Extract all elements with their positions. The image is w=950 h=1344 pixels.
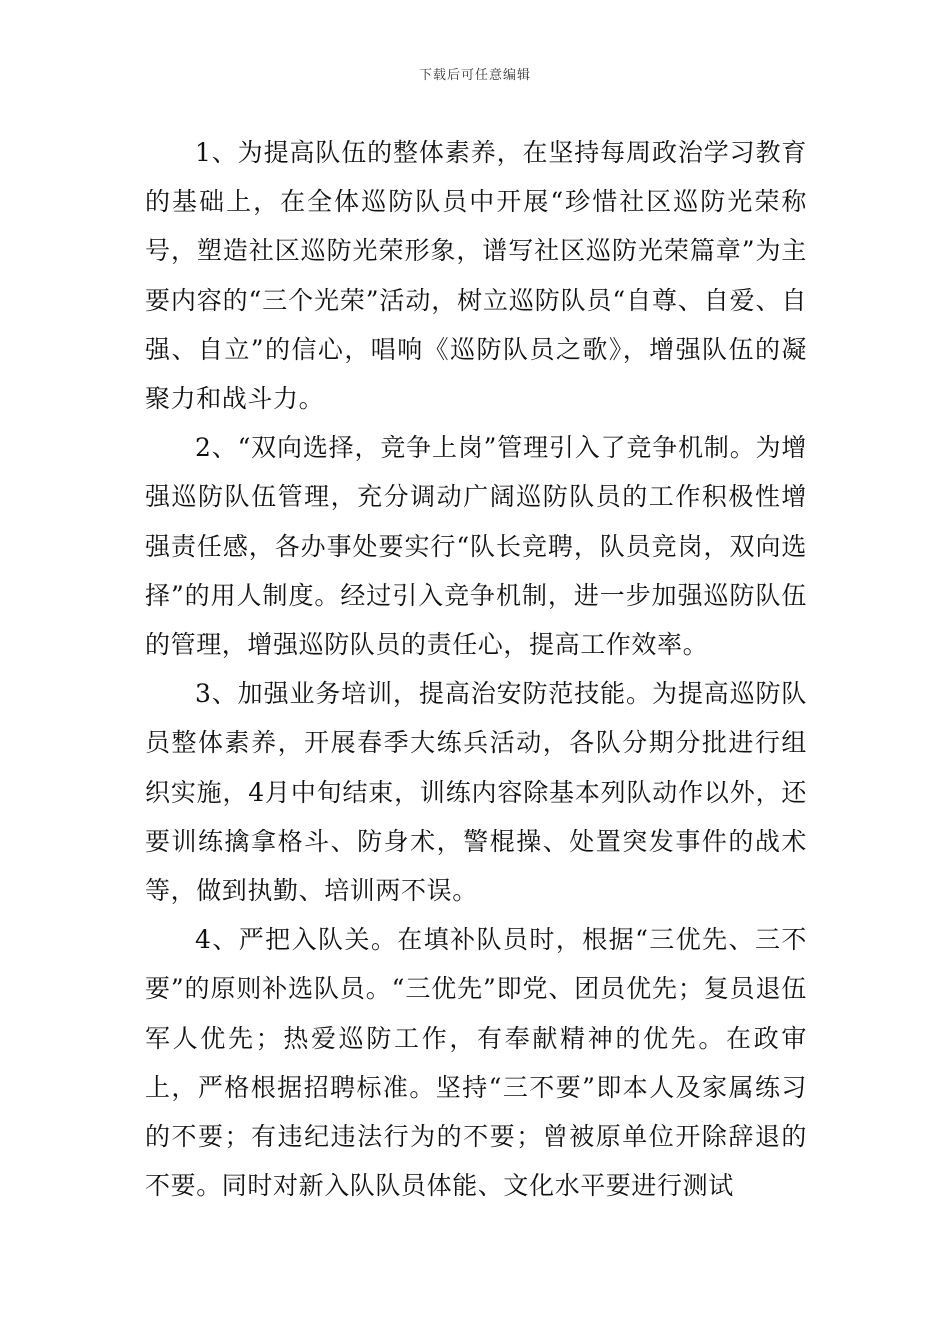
paragraph-2: 2、“双向选择，竞争上岗”管理引入了竞争机制。为增强巡防队伍管理，充分调动广阔巡防队员的工作积极性增强责任感，各办事处要实行“队长竞聘，队员竞岗，双向选择”的用人制度。经过引入竞争机制，进一步加强巡防队伍的管理，增强巡防队员的责任心，提高工作效率。 <box>145 433 807 660</box>
header-note: 下载后可任意编辑 <box>418 68 531 83</box>
paragraph-1: 1、为提高队伍的整体素养，在坚持每周政治学习教育的基础上，在全体巡防队员中开展“珍惜社区巡防光荣称号，塑造社区巡防光荣形象，谱写社区巡防光荣篇章”为主要内容的“三个光荣”活动，树立巡防队员“自尊、自爱、自强、自立”的信心，唱响《巡防队员之歌》，增强队伍的凝聚力和战斗力。 <box>145 138 807 414</box>
document-body <box>145 128 807 1210</box>
paragraph-4: 4、严把入队关。在填补队员时，根据“三优先、三不要”的原则补选队员。“三优先”即党、团员优先；复员退伍军人优先；热爱巡防工作，有奉献精神的优先。在政审上，严格根据招聘标准。坚持“三不要”即本人及家属练习的不要；有违纪违法行为的不要；曾被原单位开除辞退的不要。同时对新入队队员体能、文化水平要进行测试 <box>145 925 807 1201</box>
paragraph-3: 3、加强业务培训，提高治安防范技能。为提高巡防队员整体素养，开展春季大练兵活动，各队分期分批进行组织实施，4月中旬结束，训练内容除基本列队动作以外，还要训练擒拿格斗、防身术，警棍操、处置突发事件的战术等，做到执勤、培训两不误。 <box>145 679 807 906</box>
